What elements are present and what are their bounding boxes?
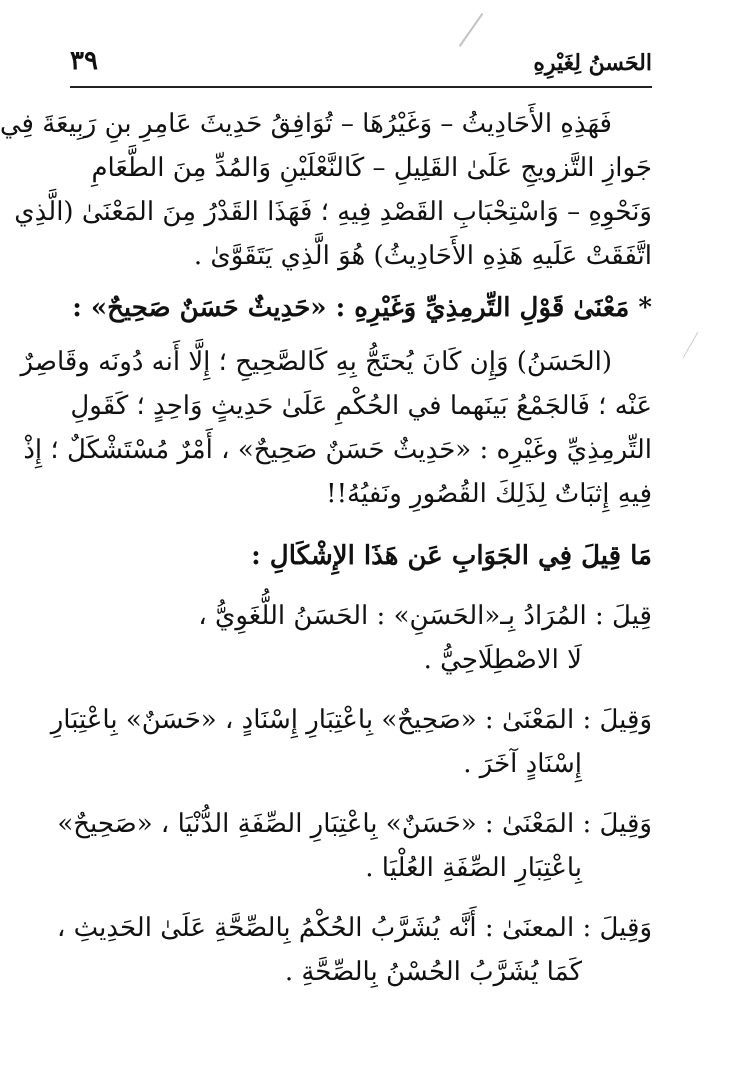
paragraph-1 [0,102,652,278]
text-line: فَهَذِهِ الأَحَادِيثُ – وَغَيْرُهَا – تُوَافِقُ حَدِيثَ عَامِرِ بنِ رَبِيعَةَ فِي [0,109,612,139]
answer-4 [56,906,652,994]
answer-3 [57,802,652,890]
page-number: ٣٩ [70,46,98,76]
scan-mark [683,332,699,358]
text-line: لَا الاصْطِلَاحِيُّ . [423,645,582,675]
section-heading-answers: مَا قِيلَ فِي الجَوَابِ عَن هَذَا الإِشْكَالِ : [251,541,652,571]
text-line: قِيلَ : المُرَادُ بِـ«الحَسَنِ» : الحَسَنُ اللُّغَوِيُّ ، [198,601,652,631]
text-line: اتَّفَقَتْ عَلَيهِ هَذِهِ الأَحَادِيثُ) هُوَ الَّذِي يَتَقَوَّىٰ . [193,241,652,271]
text-line: بِاعْتِبَارِ الصِّفَةِ العُلْيَا . [365,853,582,883]
text-line: (الحَسَنُ) وَإِن كَانَ يُحتَجُّ بِهِ كَالصَّحِيحِ ؛ إِلَّا أَنه دُونَه وقَاصِرٌ [20,347,612,377]
text-line: وَقِيلَ : المَعْنَىٰ : «صَحِيحٌ» بِاعْتِبَارِ إِسْنَادٍ ، «حَسَنٌ» بِاعْتِبَارِ [50,705,652,735]
text-line: إِسْنَادٍ آخَرَ . [463,749,582,779]
text-line: كَمَا يُشَرَّبُ الحُسْنُ بِالصِّحَّةِ . [284,957,582,987]
text-line: فِيهِ إِثبَاتٌ لِذَلِكَ القُصُورِ ونَفيُهُ!! [326,479,652,509]
paragraph-2 [20,340,652,516]
text-line: جَوازِ التَّزويجِ عَلَىٰ القَلِيلِ – كَالنَّعْلَيْنِ وَالمُدِّ مِنَ الطَّعَامِ [91,153,652,183]
text-line: عَنْه ؛ فَالجَمْعُ بَينَهما في الحُكْمِ عَلَىٰ حَدِيثٍ وَاحِدٍ ؛ كَقَولِ [70,391,652,421]
text-line: وَنَحْوِهِ – وَاسْتِحْبَابِ القَصْدِ فِيهِ ؛ فَهَذَا القَدْرُ مِنَ المَعْنَىٰ (الَّذِي [14,197,652,227]
text-line: وَقِيلَ : المَعْنَىٰ : «حَسَنٌ» بِاعْتِبَارِ الصِّفَةِ الدُّنْيَا ، «صَحِيحٌ» [57,809,652,839]
page-header [70,36,652,88]
section-heading-meaning: * مَعْنَىٰ قَوْلِ التِّرمِذِيِّ وَغَيْرِهِ : «حَدِيثٌ حَسَنٌ صَحِيحٌ» : [72,293,652,323]
text-line: وَقِيلَ : المعنَىٰ : أَنَّه يُشَرَّبُ الحُكْمُ بِالصِّحَّةِ عَلَىٰ الحَدِيثِ ، [56,913,652,943]
running-head: الحَسنُ لِغَيْرِهِ [533,50,652,76]
answer-2 [50,698,652,786]
text-line: التِّرمِذِيِّ وغَيْرِه : «حَدِيثٌ حَسَنٌ صَحِيحٌ» ، أَمْرٌ مُسْتَشْكَلٌ ؛ إِذْ [23,435,652,465]
page-body [0,96,652,994]
answer-1 [74,594,652,682]
